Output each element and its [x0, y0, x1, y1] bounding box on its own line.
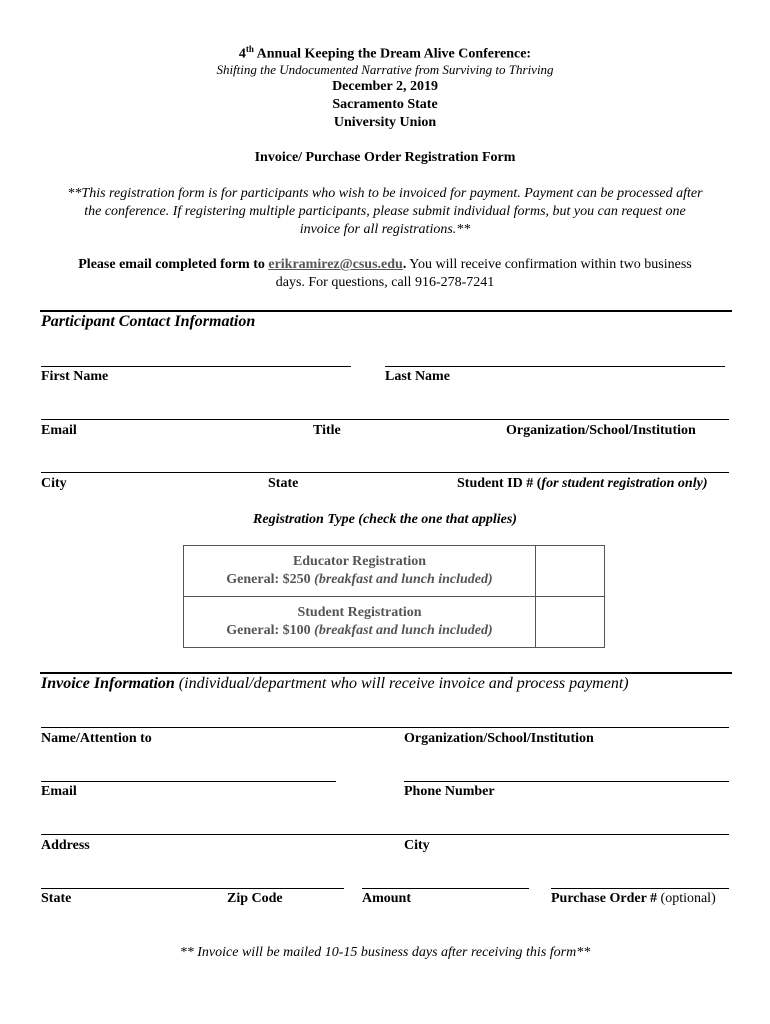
- email-title-org-field[interactable]: [41, 419, 729, 420]
- notice-line-3: invoice for all registrations.**: [299, 222, 471, 237]
- phone-number-label: Phone Number: [404, 784, 495, 799]
- section-divider: [40, 310, 732, 312]
- registration-options-table: [183, 545, 605, 648]
- student-option-note: (breakfast and lunch included): [314, 623, 493, 638]
- invoice-heading-title: Invoice Information: [41, 675, 175, 692]
- educator-option-price-line: [184, 571, 535, 589]
- name-org-field[interactable]: [41, 727, 729, 728]
- educator-option-name: Educator Registration: [292, 554, 427, 569]
- educator-checkbox[interactable]: [536, 546, 605, 597]
- student-id-prefix: Student ID # (: [457, 476, 542, 491]
- purchase-order-label-text: Purchase Order #: [551, 891, 661, 906]
- registration-type-heading: Registration Type (check the one that applies): [253, 512, 517, 527]
- address-label: Address: [41, 838, 90, 853]
- ordinal-suffix: th: [245, 44, 254, 54]
- submission-instructions: [0, 257, 770, 273]
- notice-line-2: the conference. If registering multiple participants, please submit individual forms, but you can request one: [84, 204, 686, 219]
- invoice-email-field[interactable]: [41, 781, 336, 782]
- conference-title-text: Annual Keeping the Dream Alive Conference:: [253, 46, 532, 62]
- conference-venue: University Union: [333, 115, 437, 130]
- student-option-name: Student Registration: [297, 605, 422, 620]
- student-checkbox[interactable]: [536, 597, 605, 648]
- invoice-heading-note: (individual/department who will receive invoice and process payment): [174, 675, 629, 692]
- amount-field[interactable]: [362, 888, 529, 889]
- contact-phone-note: days. For questions, call 916-278-7241: [275, 275, 495, 290]
- educator-option-description: [184, 546, 536, 597]
- registration-option-student: [184, 597, 605, 648]
- participant-city-label: City: [41, 476, 67, 491]
- purchase-order-field[interactable]: [551, 888, 729, 889]
- participant-heading: Participant Contact Information: [41, 313, 256, 330]
- address-city-field[interactable]: [41, 834, 729, 835]
- form-title: Invoice/ Purchase Order Registration Form: [254, 150, 516, 165]
- educator-option-price: General: $250: [226, 572, 315, 587]
- name-attention-label: Name/Attention to: [41, 731, 152, 746]
- ordinal-number: 4: [238, 46, 246, 62]
- purchase-order-label: [551, 891, 716, 907]
- purchase-order-optional: (optional): [660, 891, 716, 906]
- student-id-note: for student registration only): [541, 476, 708, 491]
- submission-suffix: You will receive confirmation within two business: [406, 257, 692, 272]
- registration-option-educator: [184, 546, 605, 597]
- student-option-price: General: $100: [226, 623, 315, 638]
- participant-organization-label: Organization/School/Institution: [506, 423, 696, 438]
- invoice-state-label: State: [41, 891, 72, 906]
- submission-dot: .: [402, 257, 407, 272]
- participant-email-label: Email: [41, 423, 77, 438]
- educator-option-note: (breakfast and lunch included): [314, 572, 493, 587]
- last-name-label: Last Name: [385, 369, 450, 384]
- invoice-city-label: City: [404, 838, 430, 853]
- phone-number-field[interactable]: [404, 781, 729, 782]
- student-option-price-line: [184, 622, 535, 640]
- student-id-label: [457, 476, 708, 492]
- student-option-description: [184, 597, 536, 648]
- contact-email-link[interactable]: erikramirez@csus.edu: [268, 257, 403, 272]
- invoice-heading: [41, 675, 629, 693]
- conference-subtitle: Shifting the Undocumented Narrative from Surviving to Thriving: [216, 62, 554, 77]
- invoice-mailing-note: ** Invoice will be mailed 10-15 business days after receiving this form**: [179, 945, 591, 960]
- conference-title: [0, 44, 770, 63]
- invoice-organization-label: Organization/School/Institution: [404, 731, 594, 746]
- amount-label: Amount: [362, 891, 412, 906]
- section-divider: [40, 672, 732, 674]
- state-zip-field[interactable]: [41, 888, 344, 889]
- participant-title-label: Title: [313, 423, 341, 438]
- invoice-email-label: Email: [41, 784, 77, 799]
- participant-state-label: State: [268, 476, 299, 491]
- city-state-studentid-field[interactable]: [41, 472, 729, 473]
- first-name-field[interactable]: [41, 366, 351, 367]
- conference-date: December 2, 2019: [332, 79, 438, 94]
- submission-prefix: Please email completed form to: [78, 257, 269, 272]
- first-name-label: First Name: [41, 369, 109, 384]
- last-name-field[interactable]: [385, 366, 725, 367]
- zip-code-label: Zip Code: [227, 891, 283, 906]
- notice-line-1: **This registration form is for participants who wish to be invoiced for payment. Payment can be processed after: [67, 186, 703, 201]
- conference-location: Sacramento State: [332, 97, 438, 112]
